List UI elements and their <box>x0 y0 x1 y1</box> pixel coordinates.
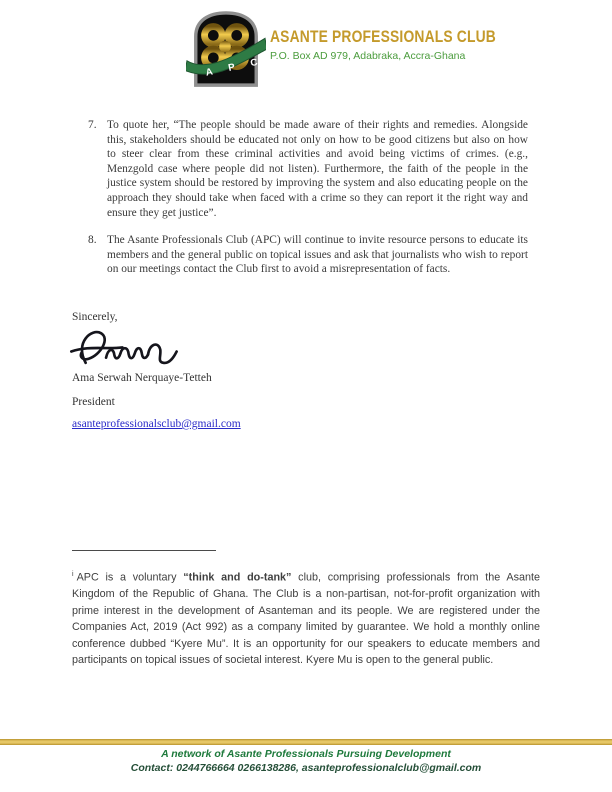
footnote-marker: i <box>72 570 74 578</box>
closing-salutation: Sincerely, <box>72 311 118 323</box>
signer-title: President <box>72 396 115 408</box>
handwritten-signature <box>68 326 183 372</box>
signature-icon <box>68 326 183 372</box>
logo-letters: A P C <box>204 55 266 79</box>
list-number: 8. <box>88 234 97 246</box>
signer-name: Ama Serwah Nerquaye-Tetteh <box>72 372 212 384</box>
paragraph-7-text: To quote her, “The people should be made aware of their rights and remedies. Alongside this, stakeholders should be educated not only on how to be good citizens but also on how to steer clear from these criminal activities and avoid being victims of crimes. (e.g., Menzgold case where people did not listen). Furthermore, the faith of the people in the justice system should be restored by improving the system and also educating people on the approach they should take when faced with a crime so they can report it the right way and ensure they get justice”. <box>107 119 528 219</box>
footnote-bold-phrase: “think and do-tank” <box>183 571 292 584</box>
list-item-7 <box>88 118 528 220</box>
footnote-part2: club, comprising professionals from the Asante Kingdom of the Republic of Ghana. The Club is a non-partisan, not-for-profit organization with prime interest in the development of Asanteman and its people. We are registered under the Companies Act, 2019 (Act 992) as a company limited by guarantee. We hold a monthly online conference dubbed “Kyere Mu”. It is an opportunity for our speakers to educate members and participants on topical issues of societal interest. Kyere Mu is open to the general public. <box>72 571 540 667</box>
footnote-part1: APC is a voluntary <box>76 571 184 584</box>
apc-logo <box>186 10 266 90</box>
signer-email-link[interactable]: asanteprofessionalsclub@gmail.com <box>72 418 241 430</box>
footer-gold-band <box>0 739 612 745</box>
footer-tagline: A network of Asante Professionals Pursuing Development <box>161 748 451 760</box>
paragraph-8-text: The Asante Professionals Club (APC) will continue to invite resource persons to educate its members and the general public on topical issues and ask that journalists who wish to report on our meetings contact the Club first to avoid a misrepresentation of facts. <box>107 234 528 276</box>
footer-contact: Contact: 0244766664 0266138286, asanteprofessionalclub@gmail.com <box>130 762 482 774</box>
list-number: 7. <box>88 119 97 131</box>
org-name: ASANTE PROFESSIONALS CLUB <box>270 28 496 46</box>
footnote-separator <box>72 550 216 551</box>
list-item-8 <box>88 233 528 277</box>
org-address: P.O. Box AD 979, Adabraka, Accra-Ghana <box>270 50 466 62</box>
apc-crest-icon <box>186 10 266 90</box>
footnote-text <box>72 567 540 669</box>
org-identity <box>270 28 550 62</box>
